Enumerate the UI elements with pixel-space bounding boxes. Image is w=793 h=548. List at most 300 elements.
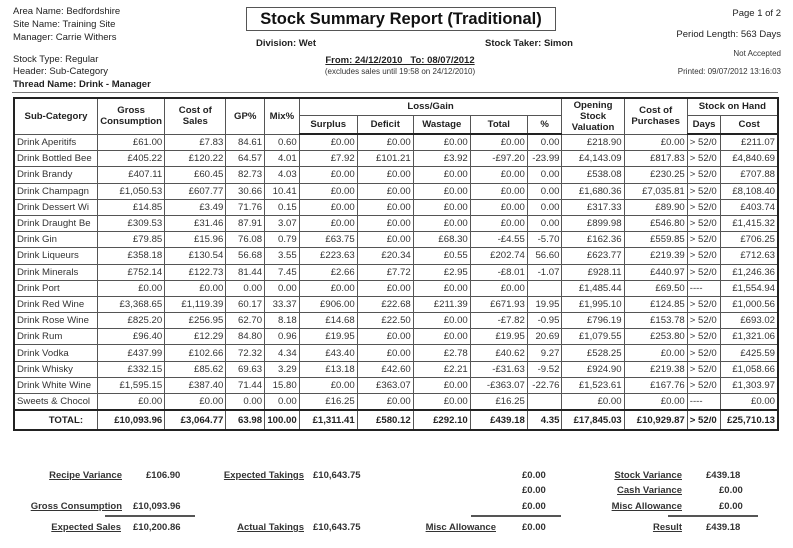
- cell-deficit: £580.12: [357, 410, 413, 430]
- summary-rule-2: [471, 515, 561, 517]
- table-row: [14, 167, 778, 183]
- cell-gp-pct: 71.44: [226, 377, 265, 393]
- cell-opening-stock: £1,079.55: [562, 329, 624, 345]
- cell-cost: £1,058.66: [721, 361, 778, 377]
- cell-surplus: £0.00: [299, 215, 357, 231]
- cell-surplus: £223.63: [299, 248, 357, 264]
- cell-sub-category: Sweets & Chocol: [14, 394, 98, 411]
- cell-opening-stock: £1,680.36: [562, 183, 624, 199]
- cell-pct: -0.95: [527, 313, 562, 329]
- cell-wastage: £0.00: [413, 215, 470, 231]
- cell-cost: £693.02: [721, 313, 778, 329]
- cell-cost-of-sales: £256.95: [165, 313, 226, 329]
- cell-cost-of-purchases: £153.78: [624, 313, 687, 329]
- cell-sub-category: Drink White Wine: [14, 377, 98, 393]
- col-deficit: Deficit: [357, 115, 413, 134]
- cell-pct: [527, 280, 562, 296]
- col-group-stock-on-hand: Stock on Hand: [687, 98, 778, 115]
- cell-total: £0.00: [470, 167, 527, 183]
- cell-surplus: £14.68: [299, 313, 357, 329]
- cell-cost-of-sales: £387.40: [165, 377, 226, 393]
- cell-days: > 52/0: [687, 377, 721, 393]
- cell-sub-category: Drink Aperitifs: [14, 134, 98, 151]
- cell-gp-pct: 62.70: [226, 313, 265, 329]
- thread-name: Thread Name: Drink - Manager: [13, 79, 151, 90]
- site-name: Site Name: Training Site: [13, 19, 116, 30]
- cell-days: ----: [687, 394, 721, 411]
- cell-total: -£363.07: [470, 377, 527, 393]
- cell-wastage: £0.00: [413, 183, 470, 199]
- cell-gross-consumption: £1,050.53: [98, 183, 165, 199]
- division: Division: Wet: [256, 38, 316, 49]
- cell-mix-pct: 15.80: [265, 377, 300, 393]
- cell-opening-stock: £623.77: [562, 248, 624, 264]
- cell-sub-category: Drink Dessert Wi: [14, 199, 98, 215]
- cell-gross-consumption: £79.85: [98, 232, 165, 248]
- cell-days: ----: [687, 280, 721, 296]
- cell-deficit: £0.00: [357, 394, 413, 411]
- table-row: [14, 199, 778, 215]
- table-row: [14, 215, 778, 231]
- cell-pct: 0.00: [527, 199, 562, 215]
- cell-deficit: £0.00: [357, 280, 413, 296]
- cell-cost-of-sales: £3.49: [165, 199, 226, 215]
- cell-opening-stock: £1,523.61: [562, 377, 624, 393]
- cell-mix-pct: 100.00: [265, 410, 300, 430]
- summary-rule-3: [668, 515, 758, 517]
- cell-mix-pct: 7.45: [265, 264, 300, 280]
- cell-cost: £707.88: [721, 167, 778, 183]
- cell-cost-of-sales: £607.77: [165, 183, 226, 199]
- cell-wastage: £68.30: [413, 232, 470, 248]
- cell-opening-stock: £899.98: [562, 215, 624, 231]
- cell-opening-stock: £928.11: [562, 264, 624, 280]
- recipe-variance-value: £106.90: [146, 470, 181, 481]
- cell-gp-pct: 81.44: [226, 264, 265, 280]
- cell-total: £439.18: [470, 410, 527, 430]
- cell-surplus: £19.95: [299, 329, 357, 345]
- col-cost: Cost: [721, 115, 778, 134]
- table-row: [14, 134, 778, 151]
- stock-variance-value: £439.18: [706, 470, 741, 481]
- cell-deficit: £0.00: [357, 199, 413, 215]
- cell-mix-pct: 4.34: [265, 345, 300, 361]
- cell-surplus: £1,311.41: [299, 410, 357, 430]
- cell-gross-consumption: £405.22: [98, 151, 165, 167]
- cell-wastage: £0.00: [413, 394, 470, 411]
- cell-mix-pct: 0.00: [265, 280, 300, 296]
- cell-surplus: £43.40: [299, 345, 357, 361]
- cell-wastage: £0.55: [413, 248, 470, 264]
- cell-wastage: £0.00: [413, 134, 470, 151]
- cell-sub-category: Drink Brandy: [14, 167, 98, 183]
- cell-surplus: £906.00: [299, 296, 357, 312]
- expected-sales-value: £10,200.86: [133, 522, 181, 533]
- cell-opening-stock: £924.90: [562, 361, 624, 377]
- cell-wastage: £292.10: [413, 410, 470, 430]
- cell-cost-of-purchases: £440.97: [624, 264, 687, 280]
- cell-mix-pct: 0.00: [265, 394, 300, 411]
- cell-wastage: £0.00: [413, 167, 470, 183]
- cell-pct: -1.07: [527, 264, 562, 280]
- cell-mix-pct: 33.37: [265, 296, 300, 312]
- col-wastage: Wastage: [413, 115, 470, 134]
- manager-name: Manager: Carrie Withers: [13, 32, 117, 43]
- table-row: [14, 377, 778, 393]
- cell-mix-pct: 3.55: [265, 248, 300, 264]
- stock-type: Stock Type: Regular: [13, 54, 99, 65]
- cell-deficit: £7.72: [357, 264, 413, 280]
- cell-gross-consumption: £14.85: [98, 199, 165, 215]
- cell-surplus: £16.25: [299, 394, 357, 411]
- cell-total: £0.00: [470, 280, 527, 296]
- area-name: Area Name: Bedfordshire: [13, 6, 121, 17]
- cell-sub-category: Drink Bottled Bee: [14, 151, 98, 167]
- col-mix-pct: Mix%: [265, 98, 300, 134]
- col-days: Days: [687, 115, 721, 134]
- cell-opening-stock: £162.36: [562, 232, 624, 248]
- cell-deficit: £0.00: [357, 215, 413, 231]
- table-row: [14, 151, 778, 167]
- total-row: [14, 410, 778, 430]
- period-range: From: 24/12/2010 To: 08/07/2012: [325, 55, 475, 66]
- cell-cost: £0.00: [721, 394, 778, 411]
- cell-cost: £1,415.32: [721, 215, 778, 231]
- cell-total: -£8.01: [470, 264, 527, 280]
- cell-wastage: £2.95: [413, 264, 470, 280]
- col-surplus: Surplus: [299, 115, 357, 134]
- actual-takings-label: Actual Takings: [237, 522, 304, 533]
- misc-allowance-right-value: £0.00: [719, 501, 743, 512]
- cell-pct: [527, 394, 562, 411]
- cell-gp-pct: 84.80: [226, 329, 265, 345]
- cell-sub-category: Drink Gin: [14, 232, 98, 248]
- expected-takings-value: £10,643.75: [313, 470, 361, 481]
- cell-surplus: £2.66: [299, 264, 357, 280]
- cell-cost: £1,321.06: [721, 329, 778, 345]
- cell-cost: £4,840.69: [721, 151, 778, 167]
- cell-days: > 52/0: [687, 183, 721, 199]
- cell-total: £0.00: [470, 199, 527, 215]
- cell-opening-stock: £0.00: [562, 394, 624, 411]
- cell-cost-of-purchases: £219.39: [624, 248, 687, 264]
- cell-days: > 52/0: [687, 361, 721, 377]
- cell-opening-stock: £538.08: [562, 167, 624, 183]
- cell-deficit: £22.50: [357, 313, 413, 329]
- cell-surplus: £0.00: [299, 280, 357, 296]
- cell-deficit: £0.00: [357, 183, 413, 199]
- table-row: [14, 361, 778, 377]
- stock-summary-table: [13, 97, 779, 431]
- cell-surplus: £13.18: [299, 361, 357, 377]
- cell-cost-of-sales: £60.45: [165, 167, 226, 183]
- cell-mix-pct: 4.03: [265, 167, 300, 183]
- cell-gp-pct: 84.61: [226, 134, 265, 151]
- cell-opening-stock: £218.90: [562, 134, 624, 151]
- cell-days: > 52/0: [687, 151, 721, 167]
- cell-gross-consumption: £407.11: [98, 167, 165, 183]
- cell-pct: 0.00: [527, 167, 562, 183]
- cell-cost-of-purchases: £124.85: [624, 296, 687, 312]
- cell-cost-of-purchases: £0.00: [624, 345, 687, 361]
- cell-cost-of-purchases: £230.25: [624, 167, 687, 183]
- misc-value-3: £0.00: [522, 501, 546, 512]
- cell-total: £0.00: [470, 183, 527, 199]
- acceptance-status: Not Accepted: [733, 49, 781, 58]
- cell-opening-stock: £1,485.44: [562, 280, 624, 296]
- cell-deficit: £0.00: [357, 134, 413, 151]
- cell-pct: 56.60: [527, 248, 562, 264]
- cell-cost: £1,000.56: [721, 296, 778, 312]
- cell-sub-category: TOTAL:: [14, 410, 98, 430]
- report-settings: [13, 54, 151, 91]
- col-gross-consumption: Gross Consumption: [98, 98, 165, 134]
- table-row: [14, 313, 778, 329]
- expected-sales-label: Expected Sales: [51, 522, 121, 533]
- result-value: £439.18: [706, 522, 741, 533]
- cell-cost-of-purchases: £7,035.81: [624, 183, 687, 199]
- table-row: [14, 296, 778, 312]
- cell-surplus: £0.00: [299, 199, 357, 215]
- cell-cost-of-purchases: £0.00: [624, 394, 687, 411]
- cell-gross-consumption: £61.00: [98, 134, 165, 151]
- cell-mix-pct: 0.60: [265, 134, 300, 151]
- table-row: [14, 329, 778, 345]
- header-divider: [12, 92, 778, 93]
- cell-cost-of-sales: £3,064.77: [165, 410, 226, 430]
- cell-gp-pct: 76.08: [226, 232, 265, 248]
- cell-total: £40.62: [470, 345, 527, 361]
- cell-total: £671.93: [470, 296, 527, 312]
- cell-mix-pct: 10.41: [265, 183, 300, 199]
- cell-cost-of-purchases: £219.38: [624, 361, 687, 377]
- cell-opening-stock: £796.19: [562, 313, 624, 329]
- cell-surplus: £7.92: [299, 151, 357, 167]
- cell-gross-consumption: £825.20: [98, 313, 165, 329]
- cell-cost-of-purchases: £0.00: [624, 134, 687, 151]
- col-pct: %: [527, 115, 562, 134]
- cell-surplus: £0.00: [299, 377, 357, 393]
- cell-mix-pct: 8.18: [265, 313, 300, 329]
- stock-variance-label: Stock Variance: [614, 470, 682, 481]
- cell-pct: 4.35: [527, 410, 562, 430]
- cell-days: > 52/0: [687, 264, 721, 280]
- cell-gp-pct: 87.91: [226, 215, 265, 231]
- cell-gp-pct: 64.57: [226, 151, 265, 167]
- cell-deficit: £0.00: [357, 167, 413, 183]
- cell-total: -£97.20: [470, 151, 527, 167]
- summary-rule-1: [105, 515, 195, 517]
- cell-cost: £1,554.94: [721, 280, 778, 296]
- cell-gp-pct: 63.98: [226, 410, 265, 430]
- cell-surplus: £0.00: [299, 134, 357, 151]
- cell-surplus: £63.75: [299, 232, 357, 248]
- cell-mix-pct: 3.07: [265, 215, 300, 231]
- cell-total: -£7.82: [470, 313, 527, 329]
- cell-pct: -22.76: [527, 377, 562, 393]
- cell-cost-of-purchases: £817.83: [624, 151, 687, 167]
- col-sub-category: Sub-Category: [14, 98, 98, 134]
- cell-days: > 52/0: [687, 329, 721, 345]
- cell-wastage: £0.00: [413, 377, 470, 393]
- table-row: [14, 345, 778, 361]
- cell-days: > 52/0: [687, 199, 721, 215]
- cell-cost: £211.07: [721, 134, 778, 151]
- page-number: Page 1 of 2: [732, 8, 781, 19]
- cell-gp-pct: 72.32: [226, 345, 265, 361]
- col-gp-pct: GP%: [226, 98, 265, 134]
- cell-cost-of-sales: £130.54: [165, 248, 226, 264]
- cell-mix-pct: 0.79: [265, 232, 300, 248]
- table-row: [14, 264, 778, 280]
- cell-pct: 0.00: [527, 183, 562, 199]
- cell-days: > 52/0: [687, 248, 721, 264]
- cell-cost-of-sales: £31.46: [165, 215, 226, 231]
- actual-takings-value: £10,643.75: [313, 522, 361, 533]
- cell-sub-category: Drink Draught Be: [14, 215, 98, 231]
- col-cost-of-purchases: Cost of Purchases: [624, 98, 687, 134]
- cell-gp-pct: 0.00: [226, 280, 265, 296]
- cell-gross-consumption: £10,093.96: [98, 410, 165, 430]
- cell-wastage: £211.39: [413, 296, 470, 312]
- cell-days: > 52/0: [687, 134, 721, 151]
- cell-gross-consumption: £3,368.65: [98, 296, 165, 312]
- table-row: [14, 248, 778, 264]
- cell-cost-of-purchases: £253.80: [624, 329, 687, 345]
- cell-opening-stock: £317.33: [562, 199, 624, 215]
- cell-deficit: £22.68: [357, 296, 413, 312]
- cell-deficit: £363.07: [357, 377, 413, 393]
- cell-sub-category: Drink Rose Wine: [14, 313, 98, 329]
- cell-sub-category: Drink Whisky: [14, 361, 98, 377]
- cell-deficit: £42.60: [357, 361, 413, 377]
- cell-cost: £706.25: [721, 232, 778, 248]
- table-row: [14, 183, 778, 199]
- cell-mix-pct: 3.29: [265, 361, 300, 377]
- cell-sub-category: Drink Champagn: [14, 183, 98, 199]
- cell-deficit: £0.00: [357, 345, 413, 361]
- cell-gross-consumption: £0.00: [98, 280, 165, 296]
- cell-cost: £1,303.97: [721, 377, 778, 393]
- cell-gp-pct: 71.76: [226, 199, 265, 215]
- cell-deficit: £0.00: [357, 232, 413, 248]
- cash-variance-label: Cash Variance: [617, 485, 682, 496]
- col-cost-of-sales: Cost of Sales: [165, 98, 226, 134]
- table-row: [14, 394, 778, 411]
- cell-days: > 52/0: [687, 215, 721, 231]
- cell-pct: 0.00: [527, 134, 562, 151]
- cell-deficit: £20.34: [357, 248, 413, 264]
- misc-allowance-left-label: Misc Allowance: [425, 522, 496, 533]
- cell-sub-category: Drink Minerals: [14, 264, 98, 280]
- table-row: [14, 280, 778, 296]
- cell-mix-pct: 0.15: [265, 199, 300, 215]
- cell-total: £0.00: [470, 134, 527, 151]
- cell-opening-stock: £528.25: [562, 345, 624, 361]
- cell-opening-stock: £4,143.09: [562, 151, 624, 167]
- cell-gp-pct: 56.68: [226, 248, 265, 264]
- printed-timestamp: Printed: 09/07/2012 13:16:03: [677, 67, 781, 76]
- cell-cost-of-sales: £122.73: [165, 264, 226, 280]
- gross-consumption-label: Gross Consumption: [30, 501, 122, 512]
- cell-cost-of-purchases: £559.85: [624, 232, 687, 248]
- misc-value-2: £0.00: [522, 485, 546, 496]
- col-opening-stock: Opening Stock Valuation: [562, 98, 624, 134]
- cell-wastage: £0.00: [413, 313, 470, 329]
- cell-sub-category: Drink Red Wine: [14, 296, 98, 312]
- cell-cost: £425.59: [721, 345, 778, 361]
- cell-opening-stock: £17,845.03: [562, 410, 624, 430]
- cell-cost-of-sales: £1,119.39: [165, 296, 226, 312]
- header-type: Header: Sub-Category: [13, 66, 109, 77]
- excludes-note: (excludes sales until 19:58 on 24/12/2010): [324, 67, 476, 76]
- cell-gross-consumption: £309.53: [98, 215, 165, 231]
- cell-pct: 19.95: [527, 296, 562, 312]
- cell-gp-pct: 69.63: [226, 361, 265, 377]
- cell-wastage: £0.00: [413, 199, 470, 215]
- cell-cost-of-sales: £102.66: [165, 345, 226, 361]
- cell-cost: £403.74: [721, 199, 778, 215]
- gross-consumption-value: £10,093.96: [133, 501, 181, 512]
- cell-days: > 52/0: [687, 345, 721, 361]
- cell-cost-of-sales: £12.29: [165, 329, 226, 345]
- cell-surplus: £0.00: [299, 167, 357, 183]
- cell-gp-pct: 0.00: [226, 394, 265, 411]
- col-group-loss-gain: Loss/Gain: [299, 98, 562, 115]
- cell-deficit: £0.00: [357, 329, 413, 345]
- misc-allowance-right-label: Misc Allowance: [611, 501, 682, 512]
- cell-pct: -23.99: [527, 151, 562, 167]
- cell-gross-consumption: £96.40: [98, 329, 165, 345]
- cell-wastage: £0.00: [413, 280, 470, 296]
- cell-cost-of-purchases: £89.90: [624, 199, 687, 215]
- cell-wastage: £3.92: [413, 151, 470, 167]
- cell-sub-category: Drink Rum: [14, 329, 98, 345]
- cell-gross-consumption: £437.99: [98, 345, 165, 361]
- cell-pct: 20.69: [527, 329, 562, 345]
- cell-days: > 52/0: [687, 167, 721, 183]
- cell-cost-of-purchases: £167.76: [624, 377, 687, 393]
- cell-gross-consumption: £1,595.15: [98, 377, 165, 393]
- cell-cost-of-purchases: £546.80: [624, 215, 687, 231]
- cell-gross-consumption: £0.00: [98, 394, 165, 411]
- cell-cost: £1,246.36: [721, 264, 778, 280]
- report-title: Stock Summary Report (Traditional): [246, 7, 556, 31]
- cell-cost: £712.63: [721, 248, 778, 264]
- cell-cost: £25,710.13: [721, 410, 778, 430]
- cell-surplus: £0.00: [299, 183, 357, 199]
- cell-cost-of-sales: £0.00: [165, 280, 226, 296]
- cell-gp-pct: 82.73: [226, 167, 265, 183]
- cell-wastage: £2.78: [413, 345, 470, 361]
- cell-wastage: £2.21: [413, 361, 470, 377]
- cell-mix-pct: 0.96: [265, 329, 300, 345]
- cell-pct: -9.52: [527, 361, 562, 377]
- cell-gp-pct: 30.66: [226, 183, 265, 199]
- cell-pct: 9.27: [527, 345, 562, 361]
- cell-total: £0.00: [470, 215, 527, 231]
- recipe-variance-label: Recipe Variance: [49, 470, 122, 481]
- misc-value-1: £0.00: [522, 470, 546, 481]
- cell-days: > 52/0: [687, 410, 721, 430]
- stock-taker: Stock Taker: Simon: [485, 38, 573, 49]
- cell-deficit: £101.21: [357, 151, 413, 167]
- cell-total: £19.95: [470, 329, 527, 345]
- cell-cost: £8,108.40: [721, 183, 778, 199]
- cell-gross-consumption: £358.18: [98, 248, 165, 264]
- table-row: [14, 232, 778, 248]
- cell-cost-of-sales: £85.62: [165, 361, 226, 377]
